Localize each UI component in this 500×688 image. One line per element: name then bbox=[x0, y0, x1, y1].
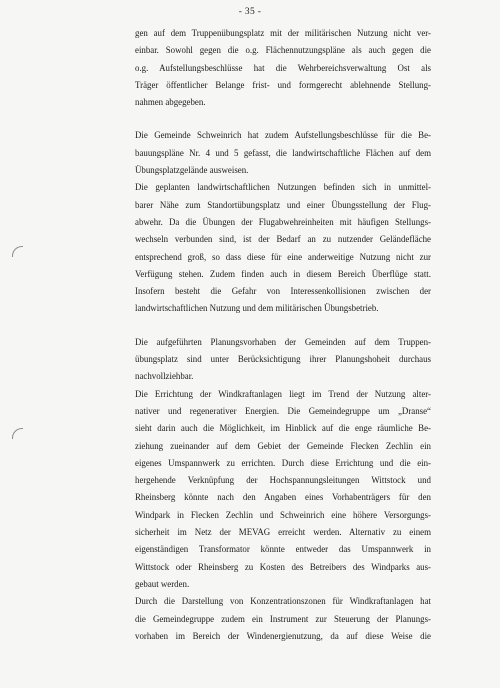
text-line: sicherheit im Netz der MEVAG erreicht werden. Alternativ zu einem bbox=[135, 527, 431, 538]
text-line: o.g. Aufstellungsbeschlüsse hat die Wehrbereichsverwaltung Ost als bbox=[135, 62, 431, 73]
body-text bbox=[135, 25, 431, 645]
text-line: abwehr. Da die Übungen der Flugabwehreinheiten mit häufigen Stellungs- bbox=[135, 216, 431, 227]
text-line: Rheinsberg könnte nach den Angaben eines Vorhabenträgers für den bbox=[135, 492, 431, 503]
text-line: gebaut werden. bbox=[135, 578, 190, 589]
punch-hole-mark bbox=[12, 428, 23, 439]
text-line: Die geplanten landwirtschaftlichen Nutzungen befinden sich in unmittel- bbox=[135, 182, 431, 193]
text-line: bauungspläne Nr. 4 und 5 gefasst, die landwirtschaftliche Flächen auf dem bbox=[135, 147, 431, 158]
text-line: einbar. Sowohl gegen die o.g. Flächennutzungspläne als auch gegen die bbox=[135, 45, 431, 56]
text-line: landwirtschaftlichen Nutzung und dem militärischen Übungsbetrieb. bbox=[135, 303, 379, 314]
paragraph bbox=[135, 334, 431, 386]
paragraph bbox=[135, 127, 431, 179]
text-line: Windpark in Flecken Zechlin und Schweinrich eine höhere Versorgungs- bbox=[135, 509, 431, 520]
text-line: vorhaben im Bereich der Windenergienutzung, da auf diese Weise die bbox=[135, 630, 431, 641]
punch-hole-mark bbox=[12, 246, 23, 257]
text-line: die Gemeindegruppe zudem ein Instrument zur Steuerung der Planungs- bbox=[135, 613, 431, 624]
paragraph bbox=[135, 386, 431, 594]
text-line: wechseln verbunden sind, ist der Bedarf an zu nutzender Geländefläche bbox=[135, 234, 431, 245]
text-line: Träger öffentlicher Belange frist- und formgerecht ablehnende Stellung- bbox=[135, 79, 431, 90]
text-line: Verfügung stehen. Zudem finden auch in diesem Bereich Überflüge statt. bbox=[135, 268, 431, 279]
text-line: Übungsplatzgelände ausweisen. bbox=[135, 165, 249, 176]
text-line: Insofern besteht die Gefahr von Interessenkollisionen zwischen der bbox=[135, 286, 431, 297]
text-line: eigenständigen Transformator könnte entweder das Umspannwerk in bbox=[135, 544, 431, 555]
paragraph bbox=[135, 593, 431, 645]
text-line: hergehende Verknüpfung der Hochspannungsleitungen Wittstock und bbox=[135, 475, 431, 486]
text-line: Die aufgeführten Planungsvorhaben der Gemeinden auf dem Truppen- bbox=[135, 336, 431, 347]
text-line: sieht darin auch die Möglichkeit, im Hinblick auf die enge räumliche Be- bbox=[135, 423, 431, 434]
text-line: gen auf dem Truppenübungsplatz mit der militärischen Nutzung nicht ver- bbox=[135, 28, 431, 38]
text-line: übungsplatz sind unter Berücksichtigung ihrer Planungshoheit durchaus bbox=[135, 354, 431, 365]
text-line: Die Errichtung der Windkraftanlagen liegt im Trend der Nutzung alter- bbox=[135, 388, 431, 399]
text-line: Die Gemeinde Schweinrich hat zudem Aufstellungsbeschlüsse für die Be- bbox=[135, 130, 431, 141]
text-line: entsprechend groß, so dass diese für eine anderweitige Nutzung nicht zur bbox=[135, 251, 431, 262]
text-line: eigenes Umspannwerk zu errichten. Durch diese Errichtung und die ein- bbox=[135, 457, 431, 468]
text-line: nachvollziehbar. bbox=[135, 371, 194, 382]
text-line: Durch die Darstellung von Konzentrationszonen für Windkraftanlagen hat bbox=[135, 596, 431, 607]
text-line: barer Nähe zum Standortübungsplatz und einer Übungsstellung der Flug- bbox=[135, 199, 431, 210]
text-line: Wittstock oder Rheinsberg zu Kosten des Betreibers des Windparks aus- bbox=[135, 561, 431, 572]
text-line: nahmen abgegeben. bbox=[135, 97, 206, 108]
paragraph bbox=[135, 25, 431, 111]
paragraph bbox=[135, 179, 431, 317]
text-line: ziehung zueinander auf dem Gebiet der Gemeinde Flecken Zechlin ein bbox=[135, 440, 431, 451]
text-line: nativer und regenerativer Energien. Die Gemeindegruppe um „Dranse“ bbox=[135, 405, 431, 416]
page-number: - 35 - bbox=[238, 7, 262, 17]
